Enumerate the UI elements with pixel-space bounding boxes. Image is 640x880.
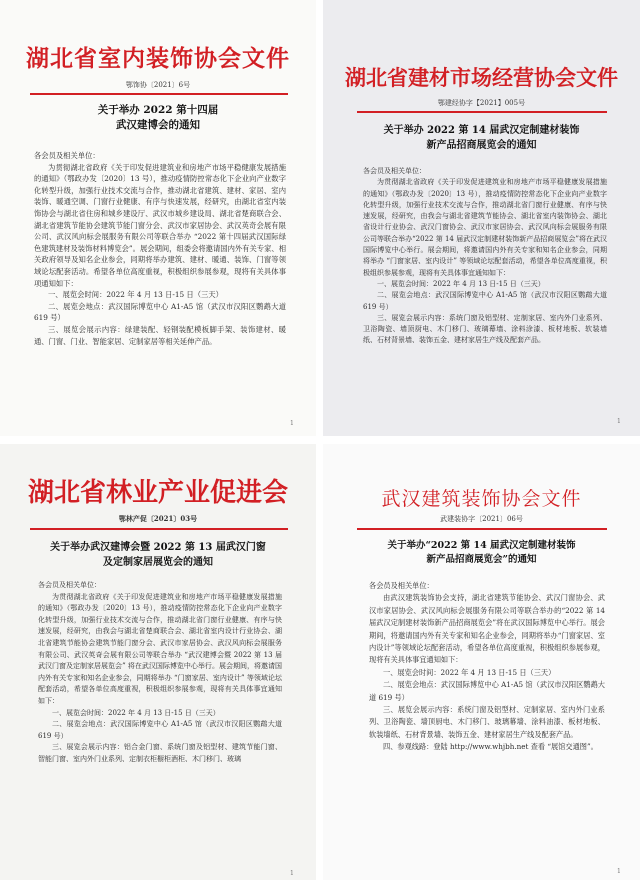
detail-item: 一、展览会时间：2022 年 4 月 13 日-15 日（三天） [52,708,220,717]
notice-body [34,150,286,347]
body-paragraph: 为贯彻湖北省政府《关于印发促进建筑业和房地产市场平稳健康发展措施的通知》（鄂政办发〔2020〕13 号），推动疫情防控常态化下企业向产业数字化转型升级，加强行业技术交流与合作，推动湖北省门窗行业健康、有序与快速发展，经研究，由我会与湖北省建筑节能协会、湖北省室内装饰协会、湖北省设计行业协会、武汉门窗协会、武汉市家居协会、武汉风向标会展服务有限公司等联合举办“2022 第 14 届武汉定制建材装饰新产品招商展览会”将在武汉国际博览中心举行。展会期间，将邀请国内外有关专家和知名企业参会，同期将举办 “门窗家居、室内设计” 等领域论坛配套活动，希望各单位高度重视，积极组织参展参观，现将有关具体事宜通知如下： [363,178,607,277]
detail-item: 三、展览会展示内容：系统门窗及铝型材、定制家居、室内外门业系列、卫浴陶瓷、墙顶厨电、木门移门、玻璃幕墙、涂料油漆、板材地板、软装墙纸、石材背景墙、装饰五金、建材家居生产线及配套产品。 [369,705,605,739]
document-number: 武建装协字〔2021〕06号 [440,515,523,523]
issuing-organization: 武汉建筑装饰协会文件 [381,488,582,510]
red-divider-line [30,528,288,530]
notice-body [369,580,605,754]
title-line: 关于举办“2022 第 14 届武汉定制建材装饰 [387,540,576,551]
detail-item: 四、参观线路：登陆 http://www.whjbh.net 查看 “展馆交通图”。 [383,742,598,752]
document-number: 鄂饰协〔2021〕6号 [125,81,191,89]
salutation: 各会员及相关单位： [363,167,426,175]
body-paragraph: 为贯彻湖北省政府《关于印发促进建筑业和房地产市场平稳健康发展措施的通知》（鄂政办发〔2020〕13 号），推动疫情防控常态化下企业向产业数字化转型升级，加强行业技术交流与合作，推动湖北省门窗行业健康、有序与快速发展，经研究，由我会与湖北省楚商联合会、湖北省室内设计行业协会、湖北省建筑节能协会建筑节能门窗分会、武汉市家居协会、武汉风向标会展服务有限公司、武汉英奇会展有限公司等联合举办 “武汉建博会暨 2022 第 13 届武汉门窗及定制家居展览会” 将在武汉国际博览中心举行。展会期间，将邀请国内外有关专家和知名企业参会，同期将举办 “门窗家居、室内设计” 等领域论坛配套活动，希望各单位高度重视，积极组织参展参观，现将有关具体事宜通知如下： [38,592,282,705]
title-line: 新产品招商展览会”的通知 [426,554,537,565]
notice-title [323,123,640,153]
page-number: 1 [290,420,294,427]
page-number: 1 [617,418,621,425]
notice-title [0,540,316,570]
notice-document-2 [323,0,640,436]
red-divider-line [357,528,607,530]
title-line: 新产品招商展览会的通知 [426,140,537,151]
detail-item: 三、展览会展示内容：铝合金门窗、系统门窗及铝型材、建筑节能门窗、智能门窗、室内外门业系列、定制衣柜橱柜酒柜、木门移门、玻璃 [38,743,282,763]
detail-item: 三、展览会展示内容：绿建装配、轻钢装配模板脚手架、装饰建材、暖通、门窗、门业、智能家居、定制家居等相关延伸产品。 [34,324,286,346]
notice-body [363,166,607,347]
issuing-organization: 湖北省建材市场经营协会文件 [345,65,618,90]
detail-item: 二、展览会地点：武汉国际博览中心 A1-A5 馆（武汉市汉阳区鹦鹉大道 619 号） [38,720,282,740]
notice-document-1 [0,0,316,436]
detail-item: 一、展览会时间：2022 年 4 月 13 日-15 日（三天） [377,279,545,288]
notice-document-3 [0,444,316,880]
document-number: 鄂林产促〔2021〕03号 [118,514,198,523]
notice-body [38,580,282,766]
page-number: 1 [617,868,621,875]
title-line: 关于举办 2022 第十四届 [97,104,219,116]
body-paragraph: 由武汉建筑装饰协会支持，湖北省建筑节能协会、武汉门窗协会、武汉市家居协会、武汉风向标会展服务有限公司等联合举办的“2022 第 14 届武汉定制建材装饰新产品招商展览会”将在武汉国际博览中心举行。展会期间，将邀请国内外有关专家和知名企业参会，同期将举办“门窗家居、室内设计”等领域论坛配套活动，希望各单位高度重视，积极组织参展参观，现将有关具体事宜通知如下： [369,593,605,665]
document-number: 鄂建经协字【2021】005号 [437,99,526,107]
red-divider-line [357,111,607,113]
detail-item: 一、展览会时间：2022 年 4 月 13 日-15 日（三天） [48,290,223,300]
detail-item: 一、展览会时间：2022 年 4 月 13 日-15 日（三天） [383,667,556,677]
salutation: 各会员及相关单位： [34,151,100,160]
detail-item: 三、展览会展示内容：系统门窗及铝型材、定制家居、室内外门业系列、卫浴陶瓷、墙顶厨电、木门移门、玻璃幕墙、涂料涂漆、板材地板、软装墙纸、石材背景墙、装饰五金、建材家居生产线及配套产品。 [363,313,607,345]
notice-document-4 [323,444,640,880]
salutation: 各会员及相关单位： [369,581,434,590]
title-line: 武汉建博会的通知 [116,119,200,131]
body-paragraph: 为贯彻湖北省政府《关于印发促进建筑业和房地产市场平稳健康发展措施的通知》（鄂政办发〔2020〕13 号），推动疫情防控常态化下企业向产业数字化转型升级，加强行业技术交流与合作，推动湖北省建筑、建材、家居、室内装饰、暖通空调、门窗行业健康、有序与快速发展，经研究，由湖北省室内装饰协会与湖北省住房和城乡建设厅、武汉市城乡建设局、湖北省楚商联合会、湖北省建筑节能协会建筑节能门窗分会、武汉市家居协会、武汉英奇会展有限公司、武汉风向标会展服务有限公司等联合举办 “2022 第十四届武汉国际绿色建筑建材及装饰材料博览会”。展会期间，组委会将邀请国内外有关专家、相关政府领导及知名企业参会，同期将举办建筑、建材、暖通、装饰、门窗等领域论坛配套活动。希望各单位高度重视，积极组织参展参观，现将有关具体事项通知如下： [34,162,286,288]
detail-item: 二、展览会地点：武汉国际博览中心 A1-A5 馆（武汉市汉阳区鹦鹉大道 619 号） [34,301,286,323]
notice-title [323,539,640,567]
notice-title [0,103,316,133]
red-divider-line [30,93,288,95]
salutation: 各会员及相关单位： [38,581,101,589]
title-line: 关于举办 2022 第 14 届武汉定制建材装饰 [383,125,580,136]
issuing-organization: 湖北省室内装饰协会文件 [26,45,290,72]
title-line: 关于举办武汉建博会暨 2022 第 13 届武汉门窗 [50,542,266,553]
page-number: 1 [290,870,294,877]
issuing-organization: 湖北省林业产业促进会 [27,478,288,508]
detail-item: 二、展览会地点：武汉国际博览中心 A1-A5 馆（武汉市汉阳区鹦鹉大道 619 号） [363,291,607,311]
detail-item: 二、展览会地点：武汉国际博览中心 A1-A5 馆（武汉市汉阳区鹦鹉大道 619 号） [369,680,605,702]
title-line: 及定制家居展览会的通知 [103,557,213,568]
